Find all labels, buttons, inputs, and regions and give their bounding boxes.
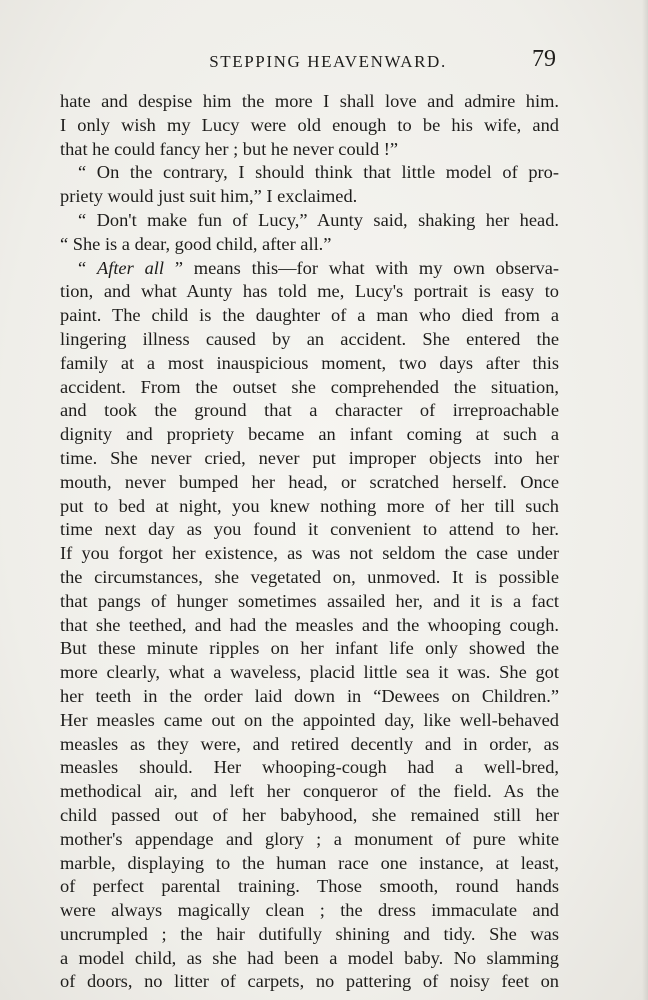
text-line: that pangs of hunger sometimes assailed her, and it is a fact (60, 590, 559, 611)
text-line: child passed out of her babyhood, she remained still her (60, 804, 559, 825)
text-line: of perfect parental training. Those smooth, round hands (60, 876, 559, 897)
text-line: Her measles came out on the appointed day, like well-behaved (60, 709, 559, 730)
text-line: more clearly, what a waveless, placid little sea it was. She got (60, 662, 559, 683)
text-line: methodical air, and left her conqueror of the field. As the (60, 781, 559, 802)
text-line: measles as they were, and retired decently and in order, as (60, 733, 559, 754)
text-line: and took the ground that a character of irreproachable (60, 400, 559, 421)
scan-edge-shadow (642, 0, 648, 1000)
text-line: marble, displaying to the human race one instance, at least, (60, 852, 559, 873)
italic-phrase: After all (96, 257, 164, 278)
text-line: I only wish my Lucy were old enough to be his wife, and (60, 114, 559, 135)
running-title: STEPPING HEAVENWARD. (209, 52, 447, 71)
text-line: that she teethed, and had the measles and the whooping cough. (60, 614, 559, 635)
body-text (60, 90, 559, 994)
page-number: 79 (532, 46, 556, 72)
text-line: put to bed at night, you knew nothing more of her till such (60, 495, 559, 516)
text-line: “ After all ” means this—for what with my own observa- (78, 257, 560, 278)
text-line: tion, and what Aunty has told me, Lucy's portrait is easy to (60, 281, 559, 302)
text-line: If you forgot her existence, as was not seldom the case under (60, 543, 559, 564)
text-line: measles should. Her whooping-cough had a well-bred, (60, 757, 559, 778)
text-line: mouth, never bumped her head, or scratched herself. Once (60, 471, 559, 492)
text-line: uncrumpled ; the hair dutifully shining and tidy. She was (60, 923, 559, 944)
text-line: time next day as you found it convenient to attend to her. (60, 519, 559, 540)
text-line: priety would just suit him,” I exclaimed. (60, 186, 358, 207)
text-line: her teeth in the order laid down in “Dewees on Children.” (60, 685, 559, 706)
text-line: “ Don't make fun of Lucy,” Aunty said, shaking her head. (78, 209, 559, 230)
text-line: the circumstances, she vegetated on, unmoved. It is possible (60, 566, 559, 587)
text-line: mother's appendage and glory ; a monument of pure white (60, 828, 559, 849)
text-line: that he could fancy her ; but he never could !” (60, 138, 399, 159)
text-line: paint. The child is the daughter of a man who died from a (60, 305, 559, 326)
text-line: But these minute ripples on her infant life only showed the (60, 638, 559, 659)
text-line: of doors, no litter of carpets, no pattering of noisy feet on (60, 971, 559, 992)
text-line: “ She is a dear, good child, after all.” (60, 233, 332, 254)
text-line: family at a most inauspicious moment, two days after this (60, 352, 559, 373)
text-line: dignity and propriety became an infant coming at such a (60, 424, 559, 445)
text-line: were always magically clean ; the dress immaculate and (60, 900, 559, 921)
text-line: “ On the contrary, I should think that little model of pro- (78, 162, 559, 183)
text-line: time. She never cried, never put improper objects into her (60, 447, 559, 468)
text-line: a model child, as she had been a model baby. No slamming (60, 947, 559, 968)
text-line: accident. From the outset she comprehended the situation, (60, 376, 559, 397)
text-line: hate and despise him the more I shall love and admire him. (60, 91, 559, 111)
text-line: lingering illness caused by an accident. She entered the (60, 328, 559, 349)
running-header (0, 46, 648, 76)
